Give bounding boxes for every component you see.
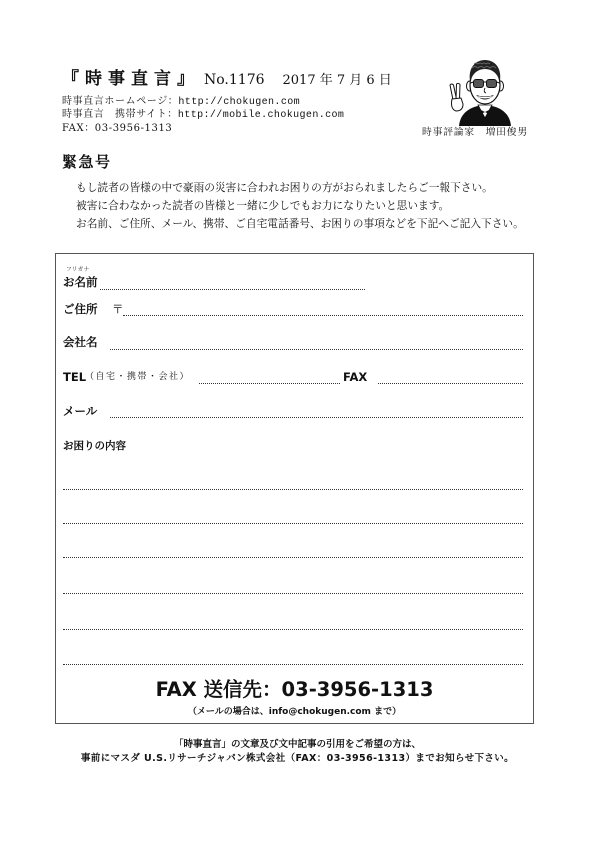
tel-type-note: （自宅・携帯・会社） [85,372,191,382]
address-blank-line [123,315,523,316]
trouble-blank-line [63,557,523,558]
fax-label: FAX [343,370,368,384]
trouble-blank-line [63,664,523,665]
author-caption: 時事評論家 増田俊男 [422,127,528,138]
issue-number: No.1176 [204,72,265,88]
email-note-prefix: （メールの場合は、 [187,707,269,717]
tel-blank-line [199,383,340,384]
header-fax-number: FAX：03-3956-1313 [62,123,173,134]
name-label: お名前 [63,275,98,289]
footer-line: 事前にマスダ U.S.リサーチジャパン株式会社（FAX：03-3956-1313）までお知らせ下さい。 [80,753,515,764]
address-label: ご住所 [63,302,98,316]
trouble-blank-line [63,629,523,630]
portrait-v-sign-hand [450,83,463,111]
email-label: メール [63,404,98,418]
trouble-blank-line [63,593,523,594]
company-label: 会社名 [63,335,98,349]
email-blank-line [110,417,523,418]
homepage-link[interactable]: http://chokugen.com [178,97,301,108]
masthead [62,71,392,88]
homepage-line [62,97,300,108]
homepage-label: 時事直言ホームページ： [62,96,179,107]
mobile-site-label: 時事直言 携帯サイト： [62,109,178,120]
mobile-site-link[interactable]: http://mobile.chokugen.com [177,110,345,121]
email-address-link[interactable]: info@chokugen.com [268,707,371,717]
trouble-label: お困りの内容 [63,440,126,452]
notice-heading: 緊急号 [62,153,112,171]
tel-label: TEL [63,370,87,384]
fax-blank-line [378,383,523,384]
mobile-site-line [62,110,344,121]
notice-line: 被害に合わなかった読者の皆様と一緒に少しでもお力になりたいと思います。 [76,199,450,212]
portrait-illustration [447,54,513,126]
issue-date: 2017 年 7 月 6 日 [282,73,392,88]
trouble-blank-line [63,523,523,524]
newsletter-title: 『時事直言』 [62,69,200,89]
portrait-suit [459,105,511,126]
postal-mark: 〒 [112,302,124,316]
footer-line: 「時事直言」の文章及び文中記事の引用をご希望の方は、 [173,739,421,750]
name-blank-line [100,289,365,290]
notice-line: もし読者の皆様の中で豪雨の災害に合われお困りの方がおられましたらご一報下さい。 [76,181,493,194]
email-note-suffix: まで） [370,707,402,717]
trouble-blank-line [63,489,523,490]
name-furigana-label: フリガナ [66,267,90,273]
fax-destination: FAX 送信先：03-3956-1313 [155,678,434,701]
notice-line: お名前、ご住所、メール、携帯、ご自宅電話番号、お困りの事項などを下記へご記入下さい。 [76,217,524,230]
email-note [55,708,534,717]
company-blank-line [110,349,523,350]
